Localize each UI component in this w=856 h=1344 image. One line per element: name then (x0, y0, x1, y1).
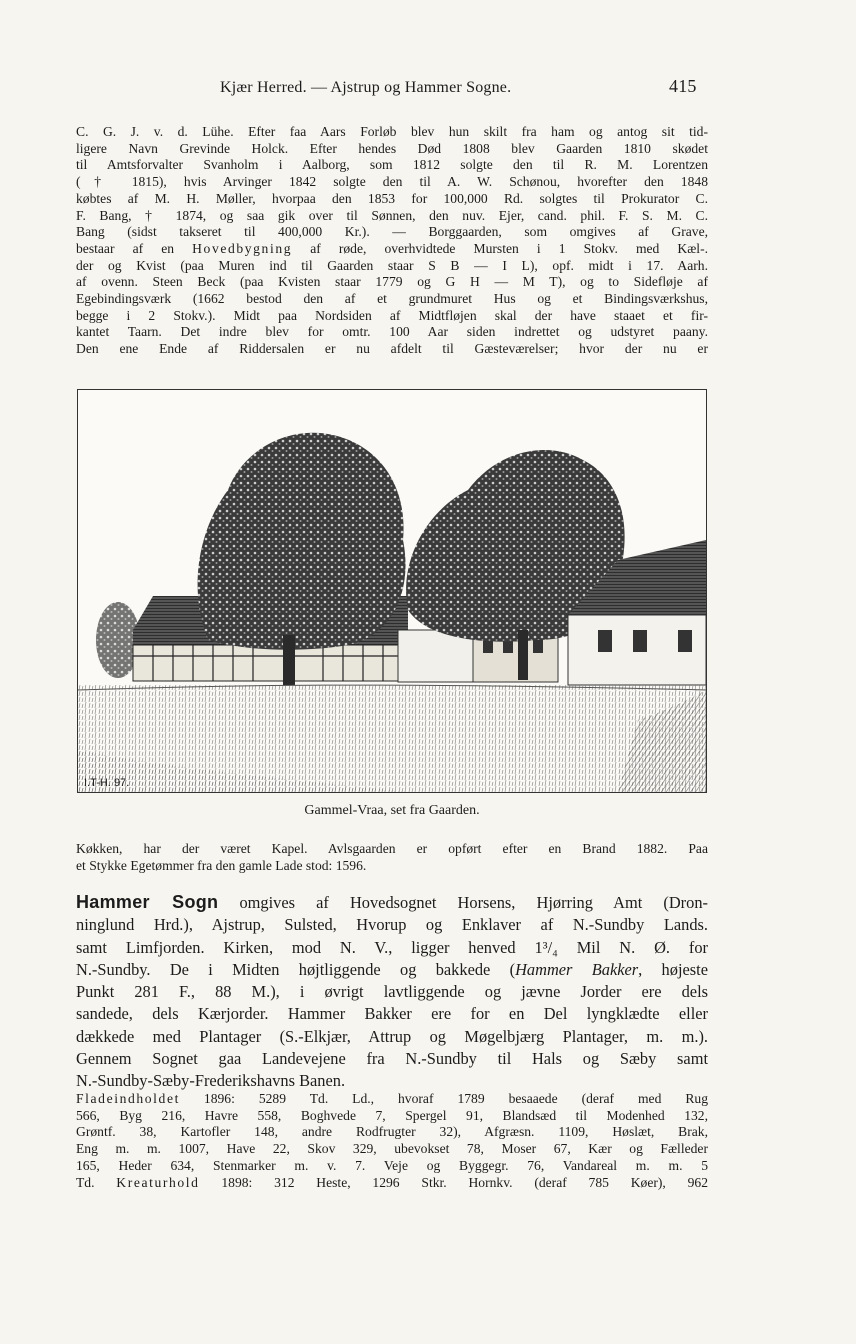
text-line: F. Bang, † 1874, og saa gik over til Sønnen, den nuv. Ejer, cand. phil. F. S. M. C. (76, 207, 708, 223)
paragraph-history (76, 124, 708, 358)
figure-caption: Gammel-Vraa, set fra Gaarden. (304, 803, 480, 818)
text-fragment: Td. (76, 1174, 117, 1190)
text-line: sandede, dels Kærjorder. Hammer Bakker ere for en Del lyngklædte eller (76, 1004, 708, 1024)
text-fragment: 1896: 5289 Td. Ld., hvoraf 1789 besaaede (deraf med Rug (179, 1091, 708, 1106)
text-line: købtes af M. H. Møller, hvorpaa den 1853 for 100,000 Rd. solgtes til Prokurator C. (76, 190, 708, 206)
paragraph-hammer-sogn (76, 891, 708, 1093)
text-line (76, 891, 708, 914)
text-line (76, 1091, 708, 1108)
text-line: Køkken, har der været Kapel. Avlsgaarden er opført efter en Brand 1882. Paa (76, 841, 708, 856)
text-fragment: N.-Sundby. De i Midten højtliggende og bakkede ( (76, 959, 516, 979)
text-line: der og Kvist (paa Muren ind til Gaarden staar S B — I L), opf. midt i 17. Aarh. (76, 257, 708, 273)
text-line: kantet Taarn. Det indre blev for omtr. 100 Aar siden indrettet og udstyret paany. (76, 324, 708, 340)
text-fragment: omgives af Hovedsognet Horsens, Hjørring Amt (Dron- (218, 893, 708, 912)
engraving-drawing (78, 390, 706, 792)
text-line: N.-Sundby-Sæby-Frederikshavns Banen. (76, 1071, 346, 1091)
text-line: til Amtsforvalter Svanholm i Aalborg, som 1812 solgte den til R. M. Lorentzen (76, 157, 708, 173)
text-line: C. G. J. v. d. Lühe. Efter faa Aars Forløb blev hun skilt fra ham og antog sit tid- (76, 124, 708, 139)
text-line: et Stykke Egetømmer fra den gamle Lade stod: 1596. (76, 857, 367, 873)
illustration-gammel-vraa (77, 389, 707, 793)
text-line (76, 959, 708, 981)
text-line: Grøntf. 38, Kartofler 148, andre Rodfrugter 32), Afgræsn. 1109, Høslæt, Brak, (76, 1124, 708, 1140)
text-fragment: bestaar af en (76, 240, 193, 256)
text-line: Punkt 281 F., 88 M.), i øvrigt lavtliggende og jævne Jorder ere dels (76, 982, 708, 1002)
spaced-term: Fladeindholdet (76, 1091, 180, 1106)
text-line: begge i 2 Stokv.). Midt paa Nordsiden af Midtfløjen skal der have staaet et fir- (76, 307, 708, 323)
text-line (76, 241, 708, 258)
text-line: ninglund Hrd.), Ajstrup, Sulsted, Hvorup og Enklaver af N.-Sundby Lands. (76, 915, 708, 935)
text-line: Eng m. m. 1007, Have 22, Skov 329, ubevokset 78, Moser 67, Kær og Fælleder (76, 1141, 708, 1157)
text-line: 165, Heder 634, Stenmarker m. v. 7. Veje og Byggegr. 76, Vandareal m. m. 5 (76, 1157, 708, 1173)
text-line: († 1815), hvis Arvinger 1842 solgte den til A. W. Schønou, hvorefter den 1848 (76, 174, 708, 190)
page-number: 415 (669, 76, 697, 96)
text-fragment: , højeste (638, 959, 708, 979)
artist-signature: I.T-H. 97. (84, 777, 130, 789)
text-fragment: 1898: 312 Heste, 1296 Stkr. Hornkv. (deraf 785 Køer), 962 (199, 1174, 708, 1190)
text-line: samt Limfjorden. Kirken, mod N. V., ligger henved 1³/₄ Mil N. Ø. for (76, 937, 708, 957)
text-line: af ovenn. Steen Beck (paa Kvisten staar 1779 og G H — M T), og to Sidefløje af (76, 274, 708, 290)
text-line: dækkede med Plantager (S.-Elkjær, Attrup og Møgelbjærg Plantager, m. m.). (76, 1026, 708, 1046)
text-fragment: af røde, overhvidtede Mursten i 1 Stokv. med Kæl-. (292, 240, 708, 256)
text-line: Gennem Sognet gaa Landevejene fra N.-Sundby til Hals og Sæby samt (76, 1049, 708, 1069)
text-line: Den ene Ende af Riddersalen er nu afdelt til Gæsteværelser; hvor der nu er (76, 341, 708, 357)
text-line: ligere Navn Grevinde Holck. Efter hendes Død 1808 blev Gaarden 1810 skødet (76, 140, 708, 156)
running-title: Kjær Herred. — Ajstrup og Hammer Sogne. (220, 79, 512, 96)
running-header (0, 76, 856, 100)
text-line: Egebindingsværk (1662 bestod den af et grundmuret Hus og et Bindingsværkshus, (76, 291, 708, 307)
paragraph-statistics (76, 1091, 708, 1191)
spaced-term: Hovedbygning (192, 240, 293, 256)
paragraph-kitchen (76, 841, 708, 874)
spaced-term: Kreaturhold (116, 1174, 200, 1190)
italic-term: Hammer Bakker (515, 959, 639, 979)
text-line (76, 1175, 708, 1192)
text-line: Bang (sidst takseret til 400,000 Kr.). — Borggaarden, som omgives af Grave, (76, 224, 708, 240)
section-heading: Hammer Sogn (76, 892, 219, 912)
text-line: 566, Byg 216, Havre 558, Boghvede 7, Spergel 91, Blandsæd til Modenhed 132, (76, 1107, 708, 1123)
